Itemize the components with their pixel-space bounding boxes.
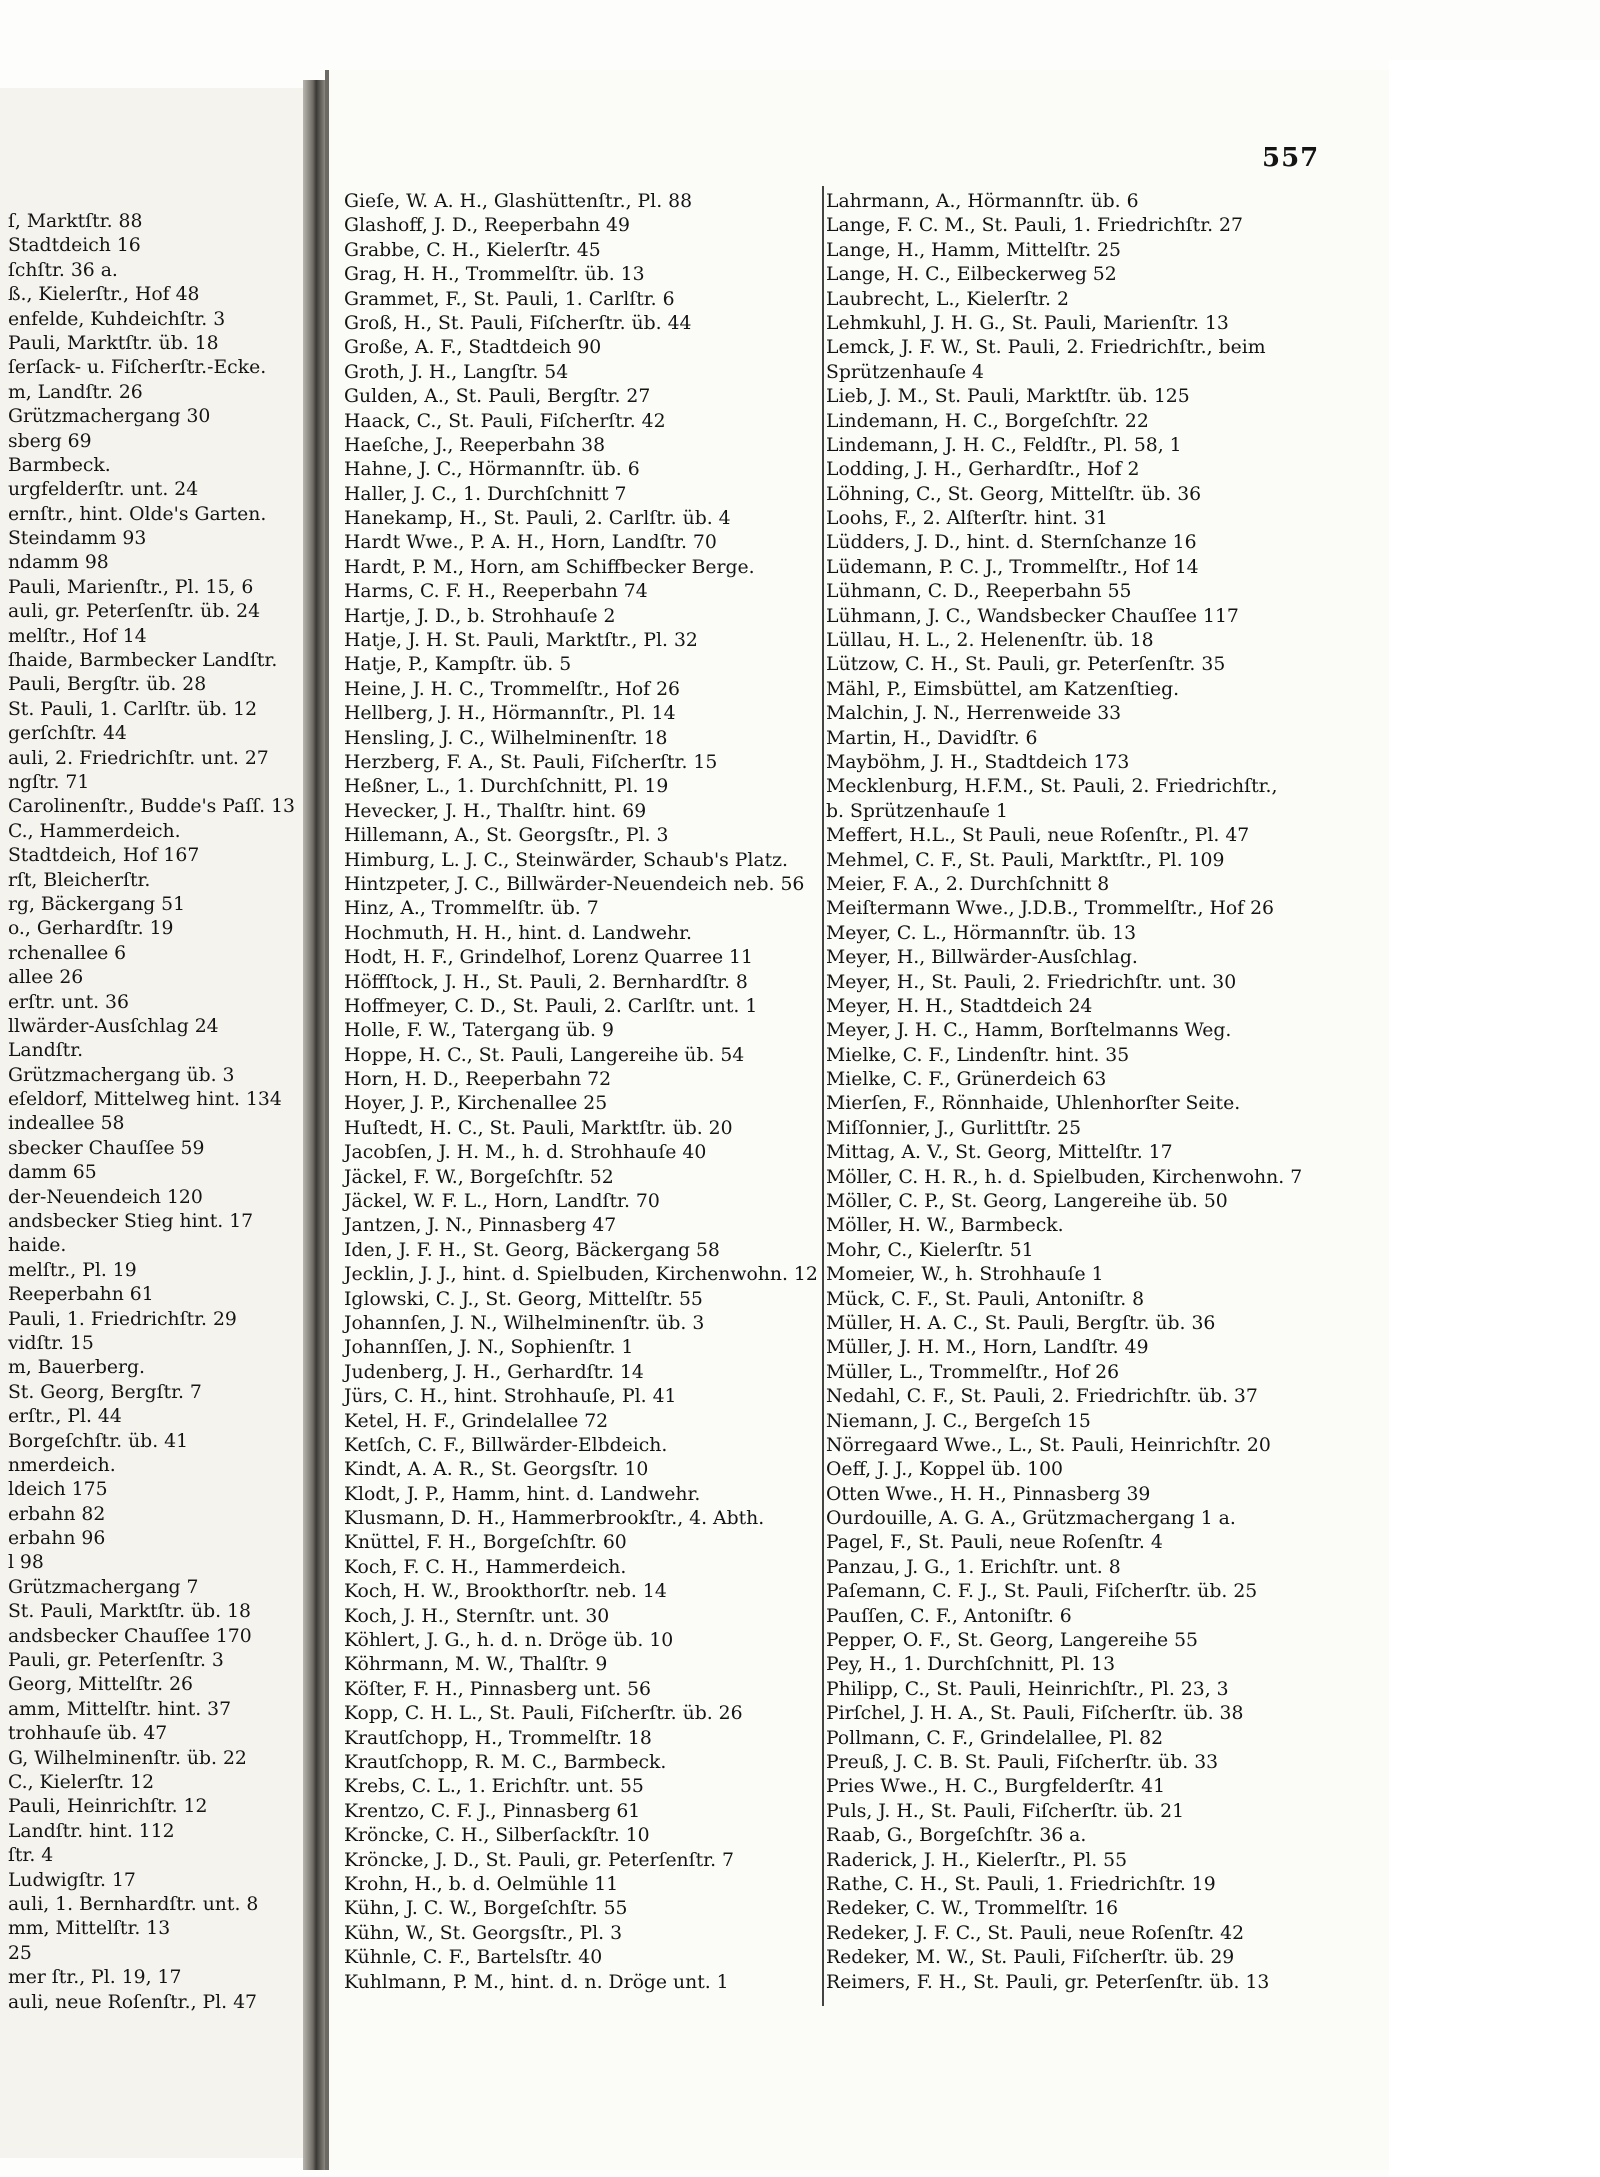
directory-entry: Hoyer, J. P., Kirchenallee 25: [344, 1093, 608, 1115]
directory-entry: Gulden, A., St. Pauli, Bergſtr. 27: [344, 386, 651, 408]
directory-entry: Landſtr.: [7, 1040, 84, 1062]
directory-entry: Krautſchopp, R. M. C., Barmbeck.: [344, 1752, 667, 1773]
directory-entry: urgfelderſtr. unt. 24: [7, 479, 199, 501]
directory-entry: G, Wilhelminenſtr. üb. 22: [7, 1747, 247, 1769]
directory-entry: Hanekamp, H., St. Pauli, 2. Carlſtr. üb. 4: [344, 508, 731, 530]
directory-entry: Meyer, H., Billwärder-Ausſchlag.: [826, 947, 1138, 969]
directory-entry: Herzberg, F. A., St. Pauli, Fiſcherſtr. 15: [344, 751, 718, 773]
directory-entry: erſtr. unt. 36: [7, 991, 129, 1013]
directory-entry: Mohr, C., Kielerſtr. 51: [826, 1239, 1034, 1261]
directory-entry: Meyer, H., St. Pauli, 2. Friedrichſtr. unt. 30: [826, 971, 1237, 993]
directory-entry: vidſtr. 15: [7, 1332, 94, 1354]
directory-entry: Hevecker, J. H., Thalſtr. hint. 69: [344, 800, 647, 822]
directory-entry: Müller, H. A. C., St. Pauli, Bergſtr. üb. 36: [826, 1312, 1216, 1334]
directory-entry: Mähl, P., Eimsbüttel, am Katzenſtieg.: [826, 678, 1180, 700]
directory-entry: Kühnle, C. F., Bartelsſtr. 40: [344, 1947, 603, 1969]
directory-entry: Lodding, J. H., Gerhardſtr., Hof 2: [826, 459, 1140, 481]
directory-entry: Steindamm 93: [7, 528, 147, 550]
directory-entry: Lahrmann, A., Hörmannſtr. üb. 6: [826, 191, 1139, 212]
directory-entry: Hinz, A., Trommelſtr. üb. 7: [344, 898, 599, 920]
directory-entry: C., Kielerſtr. 12: [7, 1772, 155, 1793]
directory-entry: Rathe, C. H., St. Pauli, 1. Friedrichſtr. 19: [826, 1873, 1216, 1895]
directory-entry: Meyer, J. H. C., Hamm, Borſtelmanns Weg.: [826, 1020, 1232, 1042]
directory-entry: llwärder-Ausſchlag 24: [7, 1015, 219, 1037]
directory-entry: Lieb, J. M., St. Pauli, Marktſtr. üb. 125: [826, 386, 1190, 408]
directory-entry: Müller, J. H. M., Horn, Landſtr. 49: [826, 1337, 1149, 1359]
directory-entry: Holle, F. W., Tatergang üb. 9: [344, 1020, 614, 1042]
directory-entry: Kröncke, C. H., Silberſackſtr. 10: [344, 1825, 650, 1847]
directory-entry: Jäckel, F. W., Borgeſchſtr. 52: [344, 1166, 614, 1188]
directory-entry: o., Gerhardſtr. 19: [7, 918, 174, 940]
directory-entry: Jacobſen, J. H. M., h. d. Strohhauſe 40: [344, 1142, 707, 1164]
directory-entry: Pauſſen, C. F., Antoniſtr. 6: [826, 1605, 1072, 1627]
directory-entry: Jecklin, J. J., hint. d. Spielbuden, Kirchenwohn. 12: [344, 1264, 818, 1286]
directory-entry: Johannſen, J. N., Wilhelminenſtr. üb. 3: [344, 1312, 705, 1334]
directory-entry: Lange, H. C., Eilbeckerweg 52: [826, 264, 1117, 286]
directory-entry: ſerſack- u. Fiſcherſtr.-Ecke.: [7, 357, 267, 379]
directory-entry: Reimers, F. H., St. Pauli, gr. Peterſenſtr. üb. 13: [826, 1971, 1270, 1993]
directory-entry: ngſtr. 71: [7, 771, 90, 793]
directory-entry: Heine, J. H. C., Trommelſtr., Hof 26: [344, 678, 680, 700]
directory-entry: Mielke, C. F., Grünerdeich 63: [826, 1069, 1107, 1091]
directory-entry: Redeker, J. F. C., St. Pauli, neue Roſenſtr. 42: [826, 1922, 1245, 1944]
directory-entry: Laubrecht, L., Kielerſtr. 2: [826, 288, 1069, 310]
directory-entry: melſtr., Pl. 19: [7, 1259, 137, 1281]
directory-entry: Stadtdeich, Hof 167: [7, 845, 200, 867]
directory-entry: Hillemann, A., St. Georgsſtr., Pl. 3: [344, 825, 669, 847]
directory-entry: Haeſche, J., Reeperbahn 38: [344, 434, 606, 456]
directory-entry: Lehmkuhl, J. H. G., St. Pauli, Marienſtr. 13: [826, 312, 1229, 334]
directory-entry: Lüllau, H. L., 2. Helenenſtr. üb. 18: [826, 630, 1154, 652]
directory-entry: Mayböhm, J. H., Stadtdeich 173: [826, 751, 1130, 773]
directory-entry: Johannſſen, J. N., Sophienſtr. 1: [344, 1337, 634, 1359]
directory-entry: Krohn, H., b. d. Oelmühle 11: [344, 1873, 619, 1895]
directory-entry: Hodt, H. F., Grindelhof, Lorenz Quarree 11: [344, 947, 753, 969]
directory-entry: allee 26: [7, 967, 84, 989]
directory-entry: Landſtr. hint. 112: [7, 1820, 175, 1842]
directory-entry: Meyer, H. H., Stadtdeich 24: [826, 995, 1093, 1017]
directory-entry: erbahn 96: [7, 1528, 106, 1550]
directory-entry: Pries Wwe., H. C., Burgfelderſtr. 41: [826, 1776, 1166, 1798]
directory-entry: Carolinenſtr., Budde's Paſſ. 13: [7, 796, 295, 818]
directory-entry: ſtr. 4: [7, 1845, 54, 1867]
directory-entry: St. Pauli, 1. Carlſtr. üb. 12: [7, 698, 258, 720]
directory-entry: Malchin, J. N., Herrenweide 33: [826, 703, 1122, 725]
directory-entry: amm, Mittelſtr. hint. 37: [7, 1698, 232, 1720]
directory-entry: erbahn 82: [7, 1503, 106, 1525]
directory-entry: andsbecker Chauſſee 170: [7, 1625, 252, 1647]
directory-entry: ndamm 98: [7, 552, 109, 574]
directory-entry: ldeich 175: [7, 1479, 108, 1501]
directory-entry: Nedahl, C. F., St. Pauli, 2. Friedrichſtr. üb. 37: [826, 1386, 1258, 1408]
directory-entry: Grützmachergang 30: [7, 406, 211, 428]
previous-page-column: [8, 210, 295, 2015]
directory-entry: damm 65: [7, 1162, 97, 1184]
directory-entry: mm, Mittelſtr. 13: [7, 1918, 171, 1940]
directory-entry: auli, 1. Bernhardſtr. unt. 8: [7, 1893, 259, 1915]
directory-entry: Loohs, F., 2. Alſterſtr. hint. 31: [826, 508, 1108, 530]
directory-entry: Paſemann, C. F. J., St. Pauli, Fiſcherſtr. üb. 25: [826, 1581, 1258, 1603]
directory-entry: Pollmann, C. F., Grindelallee, Pl. 82: [826, 1727, 1164, 1749]
directory-entry: melſtr., Hof 14: [7, 625, 147, 647]
directory-entry: Hardt Wwe., P. A. H., Horn, Landſtr. 70: [344, 532, 717, 554]
directory-entry: trohhauſe üb. 47: [7, 1723, 168, 1745]
directory-entry: Hoppe, H. C., St. Pauli, Langereihe üb. 54: [344, 1044, 745, 1066]
directory-entry: Lühmann, J. C., Wandsbecker Chauſſee 117: [826, 605, 1239, 627]
directory-entry: Philipp, C., St. Pauli, Heinrichſtr., Pl. 23, 3: [826, 1678, 1229, 1700]
directory-entry: m, Bauerberg.: [7, 1357, 145, 1379]
directory-entry: Möller, C. P., St. Georg, Langereihe üb. 50: [826, 1191, 1228, 1213]
directory-entry: Möller, C. H. R., h. d. Spielbuden, Kirchenwohn. 7: [826, 1166, 1303, 1188]
directory-entry: Kühn, J. C. W., Borgeſchſtr. 55: [344, 1898, 628, 1920]
directory-entry: Lindemann, J. H. C., Feldſtr., Pl. 58, 1: [826, 434, 1182, 456]
directory-entry: Momeier, W., h. Strohhauſe 1: [826, 1264, 1104, 1286]
directory-entry: Köhrmann, M. W., Thalſtr. 9: [344, 1654, 608, 1676]
directory-entry: Borgeſchſtr. üb. 41: [7, 1430, 189, 1452]
directory-entry: enfelde, Kuhdeichſtr. 3: [7, 308, 226, 330]
directory-entry: rg, Bäckergang 51: [7, 893, 186, 915]
directory-entry: sberg 69: [7, 430, 92, 452]
directory-entry: auli, neue Roſenſtr., Pl. 47: [7, 1991, 257, 2013]
directory-entry: Stadtdeich 16: [7, 235, 141, 257]
directory-entry: Pauli, Marktſtr. üb. 18: [7, 332, 219, 354]
directory-entry: Lemck, J. F. W., St. Pauli, 2. Friedrichſtr., beim: [826, 337, 1266, 359]
directory-entry: Lützow, C. H., St. Pauli, gr. Peterſenſtr. 35: [826, 654, 1226, 676]
directory-entry: Iden, J. F. H., St. Georg, Bäckergang 58: [344, 1239, 720, 1261]
directory-entry: Pauli, gr. Peterſenſtr. 3: [7, 1650, 224, 1672]
directory-entry: Gieſe, W. A. H., Glashüttenſtr., Pl. 88: [344, 191, 693, 212]
directory-entry: Lüdemann, P. C. J., Trommelſtr., Hof 14: [826, 556, 1199, 578]
directory-entry: erſtr., Pl. 44: [7, 1406, 122, 1428]
directory-entry: Meiſtermann Wwe., J.D.B., Trommelſtr., Hof 26: [826, 898, 1275, 920]
directory-entry: indeallee 58: [7, 1113, 125, 1135]
directory-entry: Pey, H., 1. Durchſchnitt, Pl. 13: [826, 1654, 1116, 1676]
directory-entry: Raderick, J. H., Kielerſtr., Pl. 55: [826, 1849, 1128, 1871]
directory-entry: Kuhlmann, P. M., hint. d. n. Dröge unt. 1: [344, 1971, 729, 1993]
directory-entry: Haller, J. C., 1. Durchſchnitt 7: [344, 483, 627, 505]
directory-entry: Hoffmeyer, C. D., St. Pauli, 2. Carlſtr. unt. 1: [344, 995, 758, 1017]
directory-entry: Meyer, C. L., Hörmannſtr. üb. 13: [826, 922, 1137, 944]
directory-entry: Mielke, C. F., Lindenſtr. hint. 35: [826, 1044, 1130, 1066]
page-margin: [1389, 60, 1600, 2177]
directory-entry: Löhning, C., St. Georg, Mittelſtr. üb. 36: [826, 483, 1202, 505]
directory-entry: Otten Wwe., H. H., Pinnasberg 39: [826, 1483, 1151, 1505]
directory-entry: Ourdouille, A. G. A., Grützmachergang 1 a.: [826, 1508, 1236, 1530]
directory-entry: Köhlert, J. G., h. d. n. Dröge üb. 10: [344, 1630, 674, 1652]
directory-entry: Kühn, W., St. Georgsſtr., Pl. 3: [344, 1922, 623, 1944]
directory-entry: auli, gr. Peterſenſtr. üb. 24: [7, 601, 261, 623]
directory-entry: Koch, H. W., Brookthorſtr. neb. 14: [344, 1581, 667, 1603]
directory-entry: Martin, H., Davidſtr. 6: [826, 727, 1038, 749]
directory-entry: Pepper, O. F., St. Georg, Langereihe 55: [826, 1630, 1198, 1652]
directory-entry: 25: [7, 1942, 32, 1964]
directory-entry: Jantzen, J. N., Pinnasberg 47: [344, 1215, 617, 1237]
directory-entry: Lindemann, H. C., Borgeſchſtr. 22: [826, 410, 1149, 432]
directory-entry: Puls, J. H., St. Pauli, Fiſcherſtr. üb. 21: [826, 1800, 1185, 1822]
directory-entry: Koch, J. H., Sternſtr. unt. 30: [344, 1605, 610, 1627]
directory-entry: St. Pauli, Marktſtr. üb. 18: [7, 1601, 251, 1623]
directory-entry: Krautſchopp, H., Trommelſtr. 18: [344, 1727, 652, 1749]
directory-entry: rſt, Bleicherſtr.: [7, 869, 151, 891]
directory-entry: Miſſonnier, J., Gurlittſtr. 25: [826, 1117, 1082, 1139]
directory-entry: Große, A. F., Stadtdeich 90: [344, 337, 602, 359]
directory-column-left: [344, 190, 818, 1995]
directory-entry: Grag, H. H., Trommelſtr. üb. 13: [344, 264, 645, 286]
directory-entry: eſeldorf, Mittelweg hint. 134: [7, 1089, 282, 1111]
directory-entry: l 98: [7, 1552, 44, 1574]
directory-entry: Köſter, F. H., Pinnasberg unt. 56: [344, 1678, 651, 1700]
directory-entry: Ketſch, C. F., Billwärder-Elbdeich.: [344, 1434, 668, 1456]
directory-entry: Hatje, J. H. St. Pauli, Marktſtr., Pl. 32: [344, 630, 698, 652]
directory-entry: nmerdeich.: [7, 1454, 116, 1476]
directory-entry: Krebs, C. L., 1. Erichſtr. unt. 55: [344, 1776, 644, 1798]
directory-entry: Pauli, 1. Friedrichſtr. 29: [7, 1308, 237, 1330]
directory-entry: mer ſtr., Pl. 19, 17: [7, 1967, 182, 1989]
directory-entry: Grammet, F., St. Pauli, 1. Carlſtr. 6: [344, 288, 675, 310]
directory-entry: Klodt, J. P., Hamm, hint. d. Landwehr.: [344, 1483, 701, 1505]
directory-entry: Mierſen, F., Rönnhaide, Uhlenhorſter Seite.: [826, 1093, 1241, 1115]
directory-entry: Kindt, A. A. R., St. Georgsſtr. 10: [344, 1459, 649, 1481]
directory-entry: Georg, Mittelſtr. 26: [7, 1674, 194, 1696]
directory-entry: Meffert, H.L., St Pauli, neue Roſenſtr., Pl. 47: [826, 825, 1250, 847]
directory-entry: Klusmann, D. H., Hammerbrookſtr., 4. Abth.: [344, 1508, 765, 1530]
directory-entry: Oeff, J. J., Koppel üb. 100: [826, 1459, 1063, 1481]
directory-entry: Pauli, Heinrichſtr. 12: [7, 1796, 208, 1818]
directory-column-right: [826, 190, 1302, 1995]
directory-entry: Hatje, P., Kampſtr. üb. 5: [344, 654, 572, 676]
directory-entry: Meier, F. A., 2. Durchſchnitt 8: [826, 873, 1110, 895]
directory-entry: Mittag, A. V., St. Georg, Mittelſtr. 17: [826, 1142, 1173, 1164]
directory-entry: Judenberg, J. H., Gerhardſtr. 14: [344, 1361, 644, 1383]
directory-entry: Lühmann, C. D., Reeperbahn 55: [826, 581, 1132, 603]
directory-entry: Hintzpeter, J. C., Billwärder-Neuendeich neb. 56: [344, 873, 805, 895]
directory-entry: Hochmuth, H. H., hint. d. Landwehr.: [344, 922, 693, 944]
directory-entry: Iglowski, C. J., St. Georg, Mittelſtr. 55: [344, 1288, 703, 1310]
directory-entry: Himburg, L. J. C., Steinwärder, Schaub's Platz.: [344, 849, 788, 871]
directory-entry: Jäckel, W. F. L., Horn, Landſtr. 70: [344, 1191, 660, 1213]
directory-entry: Horn, H. D., Reeperbahn 72: [344, 1069, 612, 1091]
directory-entry: Jürs, C. H., hint. Strohhauſe, Pl. 41: [344, 1386, 677, 1408]
previous-page: [0, 88, 305, 2158]
directory-entry: Reeperbahn 61: [7, 1284, 154, 1306]
directory-entry: St. Georg, Bergſtr. 7: [7, 1381, 202, 1403]
directory-entry: Heßner, L., 1. Durchſchnitt, Pl. 19: [344, 776, 669, 798]
directory-entry: Pauli, Marienſtr., Pl. 15, 6: [7, 576, 254, 598]
directory-entry: Harms, C. F. H., Reeperbahn 74: [344, 581, 648, 603]
directory-entry: Koch, F. C. H., Hammerdeich.: [344, 1556, 627, 1578]
directory-entry: Hensling, J. C., Wilhelminenſtr. 18: [344, 727, 668, 749]
directory-entry: Panzau, J. G., 1. Erichſtr. unt. 8: [826, 1556, 1121, 1578]
directory-entry: Groß, H., St. Pauli, Fiſcherſtr. üb. 44: [344, 312, 692, 334]
directory-entry: der-Neuendeich 120: [7, 1186, 203, 1208]
column-divider: [822, 186, 824, 2006]
directory-entry: C., Hammerdeich.: [7, 820, 181, 842]
directory-entry: Kopp, C. H. L., St. Pauli, Fiſcherſtr. üb. 26: [344, 1703, 743, 1725]
directory-entry: Hartje, J. D., b. Strohhauſe 2: [344, 605, 616, 627]
directory-entry: Redeker, M. W., St. Pauli, Fiſcherſtr. üb. 29: [826, 1947, 1235, 1969]
directory-entry: Raab, G., Borgeſchſtr. 36 a.: [826, 1825, 1087, 1847]
directory-entry: Mecklenburg, H.F.M., St. Pauli, 2. Friedrichſtr.,: [826, 776, 1278, 798]
directory-entry: Nörregaard Wwe., L., St. Pauli, Heinrichſtr. 20: [826, 1434, 1271, 1456]
directory-entry: Barmbeck.: [7, 454, 111, 476]
directory-entry: Hardt, P. M., Horn, am Schiffbecker Berge.: [344, 556, 755, 578]
directory-entry: b. Sprützenhauſe 1: [826, 800, 1008, 822]
directory-entry: Lüdders, J. D., hint. d. Sternſchanze 16: [826, 532, 1197, 554]
directory-entry: Müller, L., Trommelſtr., Hof 26: [826, 1361, 1120, 1383]
directory-entry: m, Landſtr. 26: [7, 381, 143, 403]
directory-entry: Sprützenhauſe 4: [826, 361, 984, 383]
directory-entry: Höffſtock, J. H., St. Pauli, 2. Bernhardſtr. 8: [344, 971, 748, 993]
directory-entry: ß., Kielerſtr., Hof 48: [7, 284, 200, 306]
directory-entry: Grützmachergang üb. 3: [7, 1064, 235, 1086]
directory-entry: Krentzo, C. F. J., Pinnasberg 61: [344, 1800, 641, 1822]
book-gutter: [303, 80, 325, 2170]
directory-entry: Pagel, F., St. Pauli, neue Roſenſtr. 4: [826, 1532, 1163, 1554]
directory-entry: Grabbe, C. H., Kielerſtr. 45: [344, 239, 601, 261]
directory-entry: Preuß, J. C. B. St. Pauli, Fiſcherſtr. üb. 33: [826, 1752, 1219, 1773]
directory-entry: Lange, F. C. M., St. Pauli, 1. Friedrichſtr. 27: [826, 215, 1243, 237]
directory-entry: rchenallee 6: [7, 942, 127, 964]
directory-entry: Huſtedt, H. C., St. Pauli, Marktſtr. üb. 20: [344, 1117, 733, 1139]
directory-entry: Groth, J. H., Langſtr. 54: [344, 361, 569, 383]
directory-entry: Möller, H. W., Barmbeck.: [826, 1215, 1064, 1237]
directory-entry: andsbecker Stieg hint. 17: [7, 1211, 254, 1233]
directory-entry: Mehmel, C. F., St. Pauli, Marktſtr., Pl. 109: [826, 849, 1225, 871]
directory-entry: Grützmachergang 7: [7, 1576, 199, 1598]
directory-entry: ſ, Marktſtr. 88: [7, 211, 143, 232]
directory-entry: Kröncke, J. D., St. Pauli, gr. Peterſenſtr. 7: [344, 1849, 734, 1871]
page-number: 557: [1262, 143, 1320, 173]
directory-entry: sbecker Chauſſee 59: [7, 1137, 205, 1159]
directory-entry: Lange, H., Hamm, Mittelſtr. 25: [826, 239, 1121, 261]
directory-entry: Glashoff, J. D., Reeperbahn 49: [344, 215, 630, 237]
directory-entry: ernſtr., hint. Olde's Garten.: [7, 503, 267, 525]
directory-entry: ſhaide, Barmbecker Landſtr.: [7, 650, 278, 672]
directory-entry: ſchſtr. 36 a.: [7, 259, 118, 281]
directory-entry: Knüttel, F. H., Borgeſchſtr. 60: [344, 1532, 627, 1554]
directory-entry: Pauli, Bergſtr. üb. 28: [7, 674, 207, 696]
directory-entry: Ludwigſtr. 17: [7, 1869, 136, 1891]
directory-entry: Ketel, H. F., Grindelallee 72: [344, 1410, 609, 1432]
directory-entry: Hahne, J. C., Hörmannſtr. üb. 6: [344, 459, 640, 481]
directory-entry: Pirſchel, J. H. A., St. Pauli, Fiſcherſtr. üb. 38: [826, 1703, 1244, 1725]
directory-entry: Hellberg, J. H., Hörmannſtr., Pl. 14: [344, 703, 676, 725]
directory-entry: Niemann, J. C., Bergeſch 15: [826, 1410, 1091, 1432]
directory-entry: haide.: [7, 1235, 67, 1257]
directory-entry: Haack, C., St. Pauli, Fiſcherſtr. 42: [344, 410, 666, 432]
directory-entry: gerſchſtr. 44: [7, 723, 127, 745]
directory-entry: Mück, C. F., St. Pauli, Antoniſtr. 8: [826, 1288, 1145, 1310]
directory-entry: auli, 2. Friedrichſtr. unt. 27: [7, 747, 269, 769]
directory-entry: Redeker, C. W., Trommelſtr. 16: [826, 1898, 1119, 1920]
